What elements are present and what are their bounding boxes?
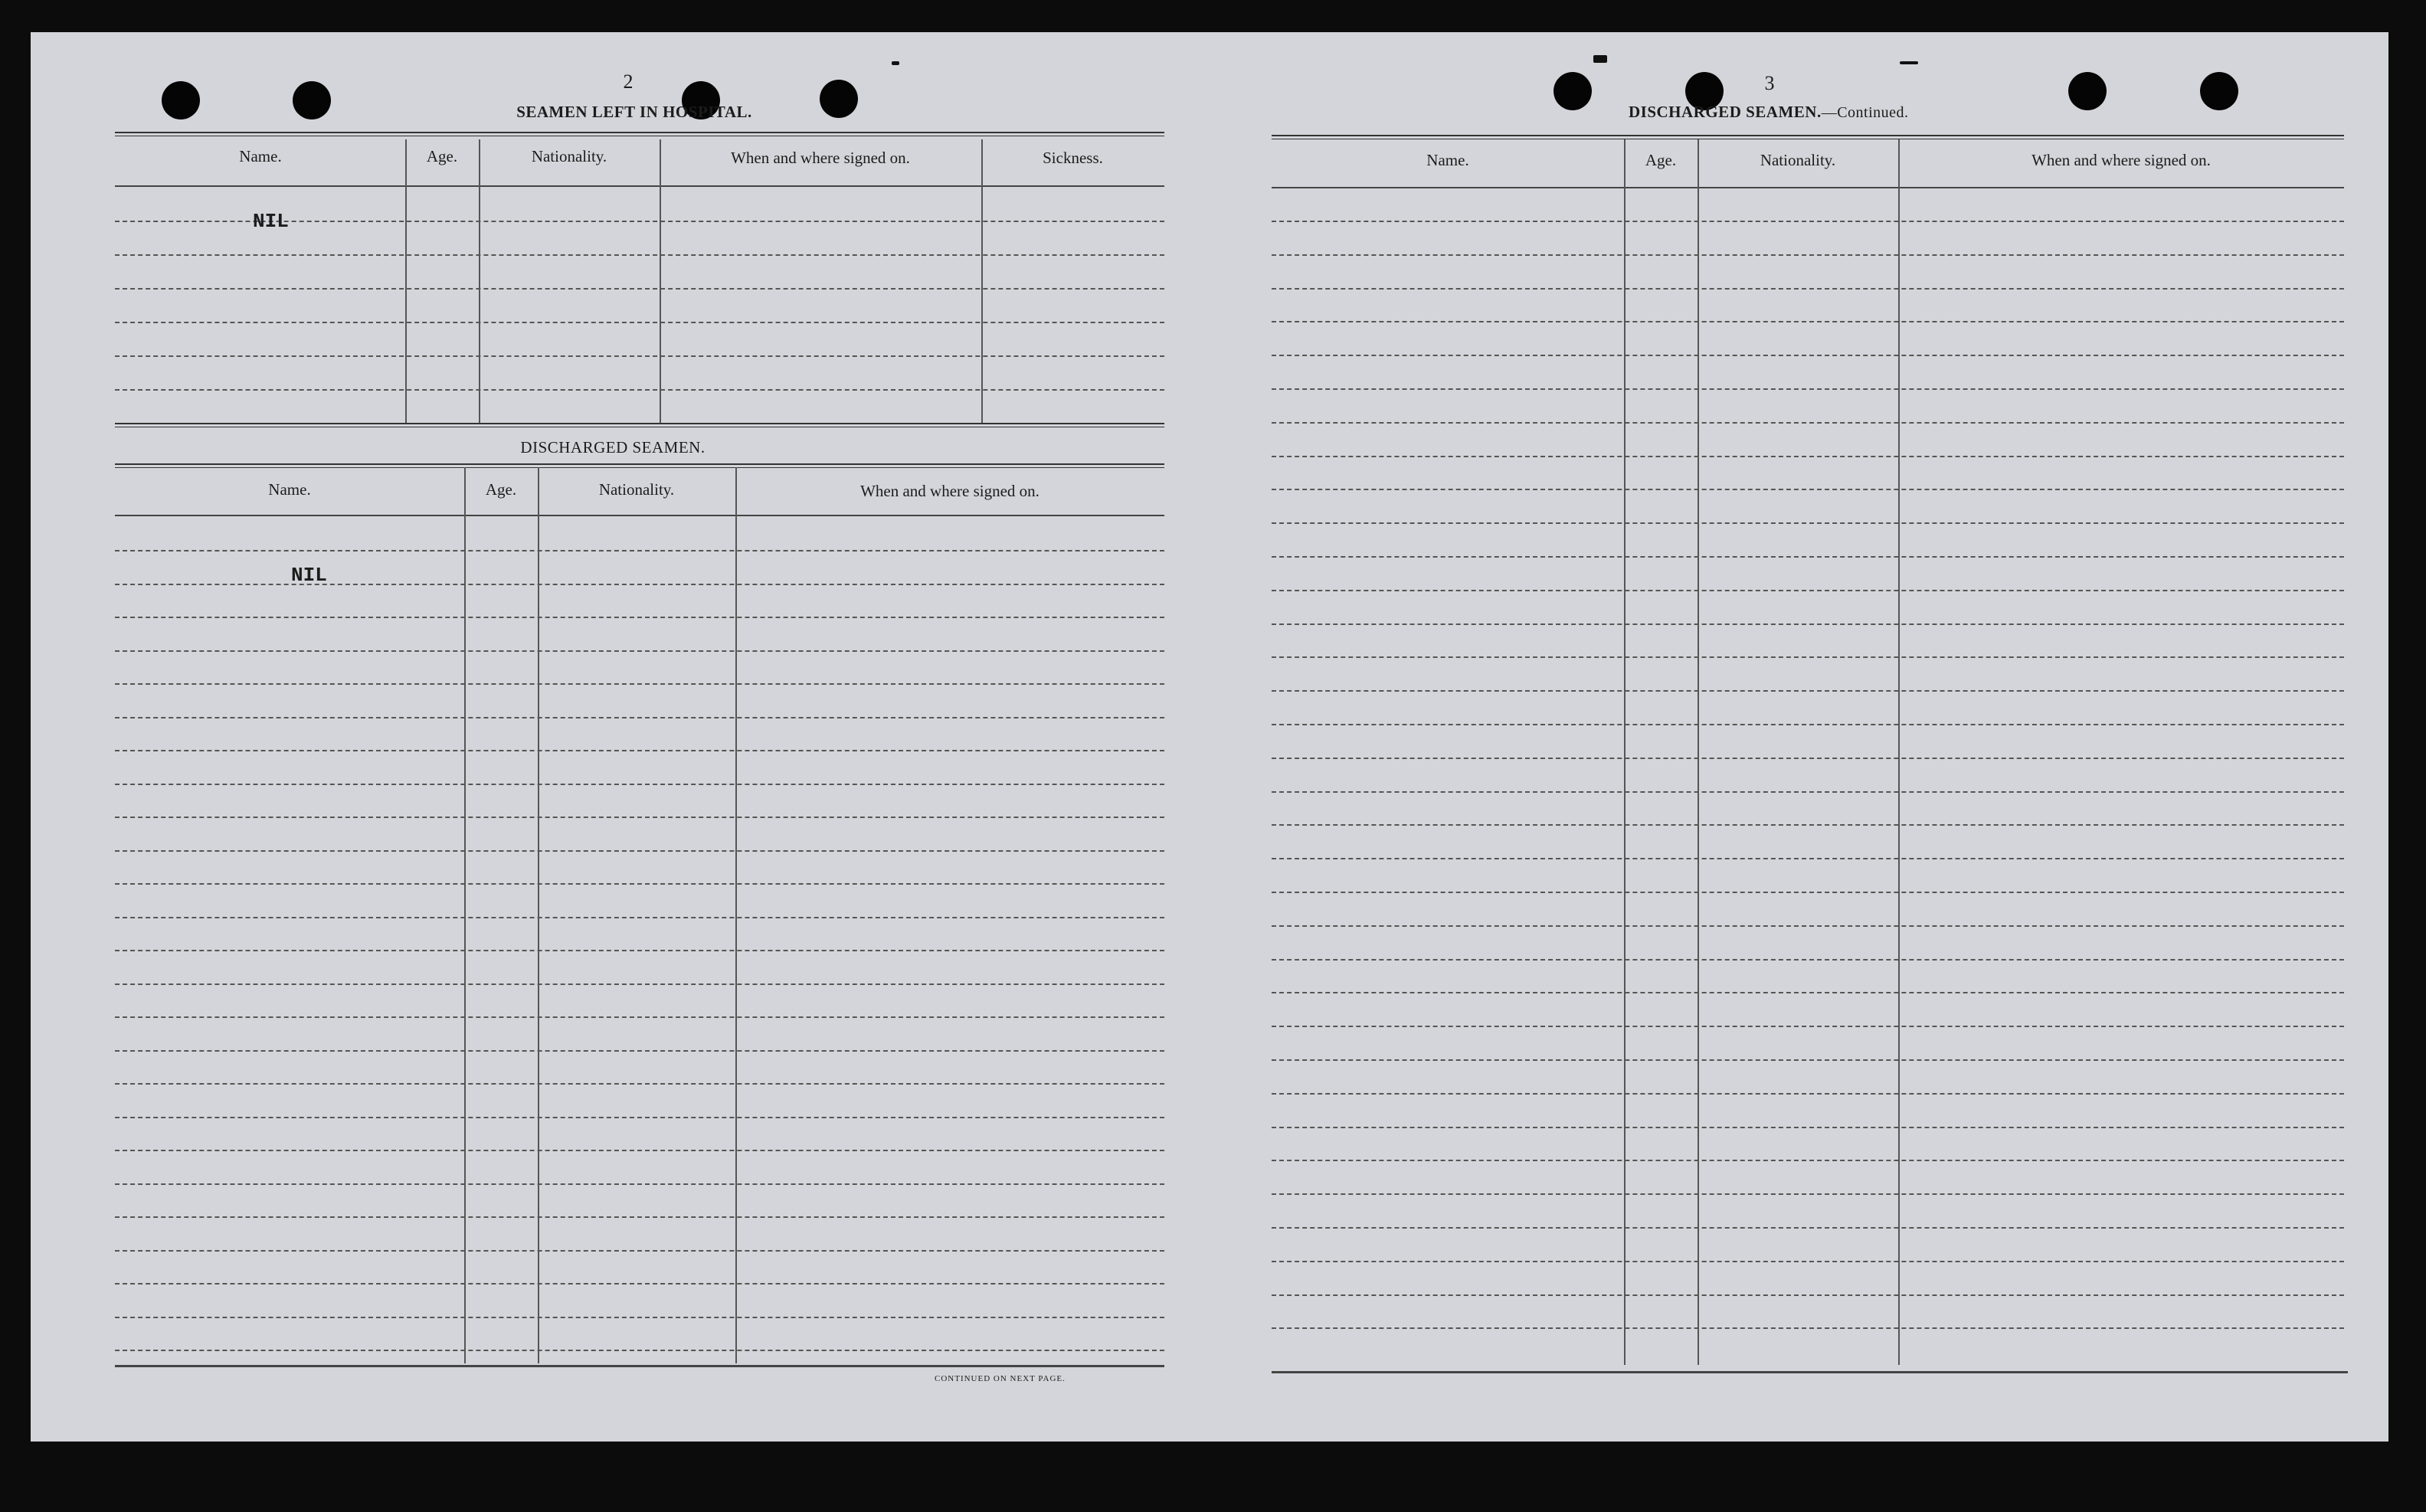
row-line [115,917,1164,918]
row-line [115,1117,1164,1118]
column-divider [981,139,983,424]
col-header-nationality: Nationality. [1760,151,1836,169]
row-line [115,1216,1164,1218]
row-line [1272,623,2344,625]
col-header-signed-on: When and where signed on. [2031,151,2211,169]
row-line [1272,992,2344,993]
page-number: 2 [623,70,634,93]
column-divider [1624,139,1626,1365]
row-line [1272,522,2344,524]
col-header-nationality: Nationality. [598,480,675,499]
row-line [1272,724,2344,725]
col-header-sickness: Sickness. [1043,149,1103,167]
row-line [115,550,1164,551]
row-line [1272,1261,2344,1262]
row-line [1272,556,2344,558]
ink-speck [1900,61,1918,64]
col-header-name: Name. [268,480,311,499]
row-line [1272,422,2344,424]
punch-hole-icon [293,81,331,119]
row-line [115,617,1164,618]
row-line [115,1317,1164,1318]
row-line [115,1083,1164,1085]
row-line [1272,1193,2344,1195]
row-line [1272,388,2344,390]
row-line [1272,221,2344,222]
row-line [1272,892,2344,893]
row-line [115,750,1164,751]
row-line [115,683,1164,685]
row-line [115,288,1164,290]
punch-hole-icon [1553,72,1592,110]
row-line [115,254,1164,256]
row-line [115,983,1164,985]
col-header-age: Age. [1645,151,1677,169]
row-line [1272,791,2344,793]
row-line [1272,1026,2344,1027]
hospital-nil-entry: NIL [253,210,289,233]
row-line [1272,824,2344,826]
row-line [1272,489,2344,490]
row-line [1272,288,2344,290]
row-line [1272,690,2344,692]
section-title-discharged: DISCHARGED SEAMEN. [1629,103,1822,121]
column-divider [735,467,737,1363]
row-line [115,817,1164,818]
col-header-nationality: Nationality. [531,147,607,165]
row-line [115,950,1164,951]
top-rule [115,132,1164,133]
column-divider [479,139,480,424]
row-line [115,355,1164,357]
row-line [115,883,1164,885]
row-line [1272,1059,2344,1061]
row-line [115,1350,1164,1351]
row-line [1272,321,2344,322]
section-title-hospital: SEAMEN LEFT IN HOSPITAL. [516,103,752,121]
punch-hole-icon [2200,72,2238,110]
row-line [115,1283,1164,1285]
row-line [1272,254,2344,256]
punch-hole-icon [820,80,858,118]
row-line [1272,1227,2344,1229]
page-title [1629,103,1909,122]
top-rule [1272,135,2344,136]
row-line [115,1250,1164,1252]
row-line [115,584,1164,585]
row-line [1272,758,2344,759]
row-line [115,717,1164,718]
bottom-rule [115,1365,1164,1367]
row-line [115,784,1164,785]
row-line [1272,355,2344,356]
row-line [1272,858,2344,859]
column-divider [1698,139,1699,1365]
row-line [115,1050,1164,1052]
row-line [1272,1327,2344,1329]
ink-speck [892,61,899,65]
row-line [1272,1294,2344,1296]
row-line [115,650,1164,652]
page-number: 3 [1764,72,1775,94]
col-header-age: Age. [426,147,458,165]
continued-note: CONTINUED ON NEXT PAGE. [935,1374,1066,1383]
header-rule [115,185,1164,187]
section-title-discharged: DISCHARGED SEAMEN. [520,438,706,457]
row-line [1272,1127,2344,1128]
section-rule [115,423,1164,424]
column-divider [464,467,466,1363]
section-rule [115,463,1164,465]
row-line [1272,656,2344,658]
title-suffix: —Continued. [1821,104,1909,121]
row-line [1272,456,2344,457]
column-divider [538,467,539,1363]
row-line [115,1150,1164,1151]
ink-speck [1593,55,1607,63]
col-header-age: Age. [485,480,517,499]
col-header-signed-on: When and where signed on. [731,149,910,167]
column-divider [405,139,407,424]
row-line [1272,1093,2344,1095]
row-line [115,1183,1164,1185]
column-divider [660,139,661,424]
row-line [115,850,1164,852]
column-divider [1898,139,1900,1365]
row-line [115,389,1164,391]
bottom-rule [1272,1371,2348,1373]
header-rule [1272,187,2344,188]
punch-hole-icon [162,81,200,119]
row-line [115,1016,1164,1018]
col-header-name: Name. [1426,151,1469,169]
row-line [1272,925,2344,927]
row-line [115,322,1164,323]
col-header-name: Name. [239,147,282,165]
col-header-signed-on: When and where signed on. [860,482,1039,500]
punch-hole-icon [2068,72,2107,110]
row-line [1272,1160,2344,1161]
row-line [1272,590,2344,591]
document-sheet [31,32,2388,1442]
discharged-nil-entry: NIL [291,564,327,587]
row-line [1272,959,2344,961]
header-rule [115,515,1164,516]
